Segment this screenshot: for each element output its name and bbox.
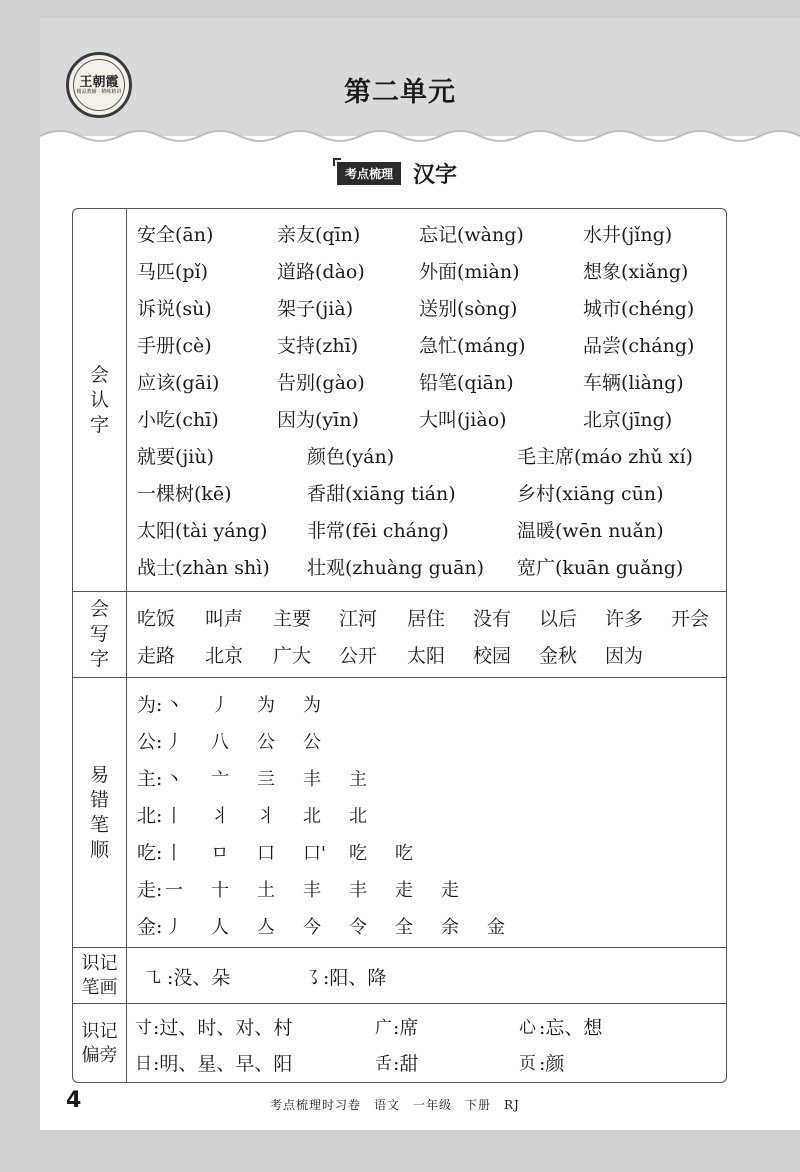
stroke-order-char: 为:: [137, 694, 163, 716]
write-word: 金秋: [539, 645, 578, 667]
recognize-word: 城市(chéng): [583, 298, 695, 320]
footer-text: 考点梳理时习卷 语文 一年级 下册 RJ: [270, 1098, 520, 1112]
recognize-word: 亲友(qīn): [277, 224, 361, 246]
stroke-step: 丰: [349, 880, 367, 901]
stroke-step: 为: [257, 695, 275, 716]
stroke-order-char: 公:: [137, 731, 163, 753]
stroke-step: 丶: [165, 769, 183, 790]
stroke-step: 丰: [303, 769, 321, 790]
recognize-word: 香甜(xiāng tián): [307, 483, 456, 505]
stroke-step: 丨: [165, 843, 183, 864]
write-label: 会写字: [73, 592, 127, 677]
stroke-step: 丶: [165, 695, 183, 716]
radical-example-chars: :明、星、早、阳: [153, 1053, 293, 1075]
stroke-symbol: ㇈: [143, 967, 163, 989]
recognize-word: 急忙(máng): [419, 335, 526, 357]
stroke-order-label: 易错笔顺: [73, 678, 127, 947]
stroke-order-char: 北:: [137, 805, 163, 827]
stroke-step: 亠: [211, 769, 229, 790]
radicals-memo-row: [73, 1003, 726, 1083]
section-title: 汉字: [413, 162, 458, 188]
stroke-step: 亼: [257, 917, 275, 938]
page-number: 4: [66, 1088, 82, 1113]
write-word: 开会: [671, 608, 710, 630]
stroke-step: 十: [211, 880, 229, 901]
stroke-step: 为: [303, 695, 321, 716]
radical: 心: [519, 1018, 536, 1038]
stroke-step: 北: [349, 806, 367, 827]
stroke-step: 今: [303, 917, 321, 938]
stroke-step: 余: [441, 917, 459, 938]
write-word: 居住: [407, 608, 446, 630]
radical-example-chars: :过、时、对、村: [153, 1017, 293, 1039]
write-word: 江河: [339, 608, 378, 630]
stroke-step: 吃: [349, 843, 367, 864]
section-heading: [337, 158, 457, 188]
radical: 日: [135, 1054, 152, 1074]
write-word: 走路: [137, 645, 176, 667]
recognize-word: 架子(jià): [277, 298, 354, 320]
stroke-step: 公: [303, 732, 321, 753]
stroke-step: 丬: [257, 806, 275, 827]
radical: 舌: [375, 1054, 392, 1074]
radical-example-chars: :席: [393, 1017, 419, 1039]
radical-example-chars: :颜: [539, 1053, 565, 1075]
recognize-word: 道路(dào): [277, 261, 365, 283]
write-word: 以后: [539, 608, 578, 630]
radical: 广: [375, 1018, 392, 1038]
stroke-step: 人: [211, 917, 229, 938]
recognize-word: 外面(miàn): [419, 261, 520, 283]
stroke-order-row: [73, 677, 726, 947]
stroke-step: 丿: [211, 695, 229, 716]
recognize-word: 告别(gào): [277, 372, 365, 394]
stroke-step: ㅁ: [211, 843, 229, 864]
logo-subtext: 精品教辅 · 精练精讲: [76, 88, 122, 95]
content-table: [72, 208, 727, 1083]
recognize-word: 应该(gāi): [137, 372, 220, 394]
stroke-step: 丿: [165, 917, 183, 938]
recognize-row: [73, 209, 726, 591]
write-word: 许多: [605, 608, 644, 630]
recognize-word: 手册(cè): [137, 335, 212, 357]
recognize-word: 大叫(jiào): [419, 409, 507, 431]
recognize-word: 战士(zhàn shì): [137, 557, 270, 579]
stroke-step: 走: [395, 880, 413, 901]
stroke-step: 丬: [211, 806, 229, 827]
stroke-step: 丰: [303, 880, 321, 901]
stroke-step: 一: [165, 880, 183, 901]
write-row: [73, 591, 726, 677]
stroke-step: 口: [257, 843, 275, 864]
stroke-step: 吃: [395, 843, 413, 864]
recognize-word: 一棵树(kē): [137, 483, 232, 505]
stroke-step: 走: [441, 880, 459, 901]
recognize-word: 因为(yīn): [277, 409, 359, 431]
recognize-word: 北京(jīng): [583, 409, 673, 431]
recognize-word: 安全(ān): [137, 224, 214, 246]
recognize-word: 颜色(yán): [307, 446, 395, 468]
radical-example-chars: :忘、想: [539, 1017, 603, 1039]
write-word: 主要: [273, 608, 312, 630]
stroke-step: 八: [211, 732, 229, 753]
stroke-step: 亖: [257, 769, 275, 790]
write-word: 吃饭: [137, 608, 176, 630]
write-word: 叫声: [205, 608, 244, 630]
write-word: 没有: [473, 608, 512, 630]
recognize-word: 宽广(kuān guǎng): [517, 557, 684, 579]
stroke-order-char: 吃:: [137, 842, 163, 864]
recognize-word: 太阳(tài yáng): [137, 520, 268, 542]
recognize-word: 毛主席(máo zhǔ xí): [517, 446, 693, 468]
stroke-step: 丨: [165, 806, 183, 827]
recognize-word: 想象(xiǎng): [583, 261, 689, 283]
strokes-memo-row: [73, 947, 726, 1003]
strokes-memo-label: 识记笔画: [73, 948, 127, 1003]
stroke-step: 土: [257, 880, 275, 901]
stroke-step: 全: [395, 917, 413, 938]
stroke-step: 令: [349, 917, 367, 938]
stroke-step: 丿: [165, 732, 183, 753]
strokes-memo-cell: [127, 948, 726, 1003]
radical: 页: [519, 1054, 536, 1074]
recognize-word: 送别(sòng): [419, 298, 518, 320]
recognize-word: 忘记(wàng): [419, 224, 524, 246]
write-word: 因为: [605, 645, 644, 667]
recognize-word: 乡村(xiāng cūn): [517, 483, 664, 505]
recognize-word: 温暖(wēn nuǎn): [517, 520, 664, 542]
recognize-word: 铅笔(qiān): [419, 372, 514, 394]
write-word: 北京: [205, 645, 244, 667]
radical-example-chars: :甜: [393, 1053, 419, 1075]
recognize-cell: [127, 209, 726, 591]
write-word: 公开: [339, 645, 378, 667]
recognize-label: 会认字: [73, 209, 127, 591]
logo-text: 王朝霞: [79, 74, 119, 90]
stroke-order-char: 走:: [137, 879, 163, 901]
recognize-word: 壮观(zhuàng guān): [307, 557, 485, 579]
recognize-word: 诉说(sù): [137, 298, 212, 320]
write-word: 广大: [273, 645, 312, 667]
recognize-word: 非常(fēi cháng): [307, 520, 449, 542]
radical: 寸: [135, 1018, 152, 1038]
recognize-word: 水井(jǐng): [583, 224, 673, 246]
stroke-step: 口': [303, 843, 326, 864]
recognize-word: 车辆(liàng): [583, 372, 684, 394]
recognize-word: 品尝(cháng): [583, 335, 695, 357]
recognize-word: 支持(zhī): [277, 335, 359, 357]
stroke-order-char: 金:: [137, 916, 163, 938]
recognize-word: 就要(jiù): [137, 446, 215, 468]
stroke-step: 公: [257, 732, 275, 753]
write-word: 校园: [473, 645, 512, 667]
write-cell: [127, 592, 726, 677]
recognize-word: 马匹(pǐ): [137, 261, 209, 283]
write-word: 太阳: [407, 645, 446, 667]
recognize-word: 小吃(chī): [137, 409, 219, 431]
stroke-step: 北: [303, 806, 321, 827]
stroke-step: 主: [349, 769, 367, 790]
stroke-order-cell: [127, 678, 726, 947]
stroke-example-chars: :阳、降: [323, 967, 387, 989]
stroke-order-char: 主:: [137, 768, 163, 790]
unit-title: 第二单元: [344, 77, 456, 108]
radicals-memo-cell: [127, 1004, 726, 1083]
section-tag: 考点梳理: [337, 162, 401, 185]
stroke-example-chars: :没、朵: [167, 967, 231, 989]
radicals-memo-label: 识记偏旁: [73, 1004, 127, 1083]
stroke-step: 金: [487, 917, 505, 938]
wave-border: [40, 126, 800, 148]
stroke-symbol: ㇌: [303, 967, 323, 989]
